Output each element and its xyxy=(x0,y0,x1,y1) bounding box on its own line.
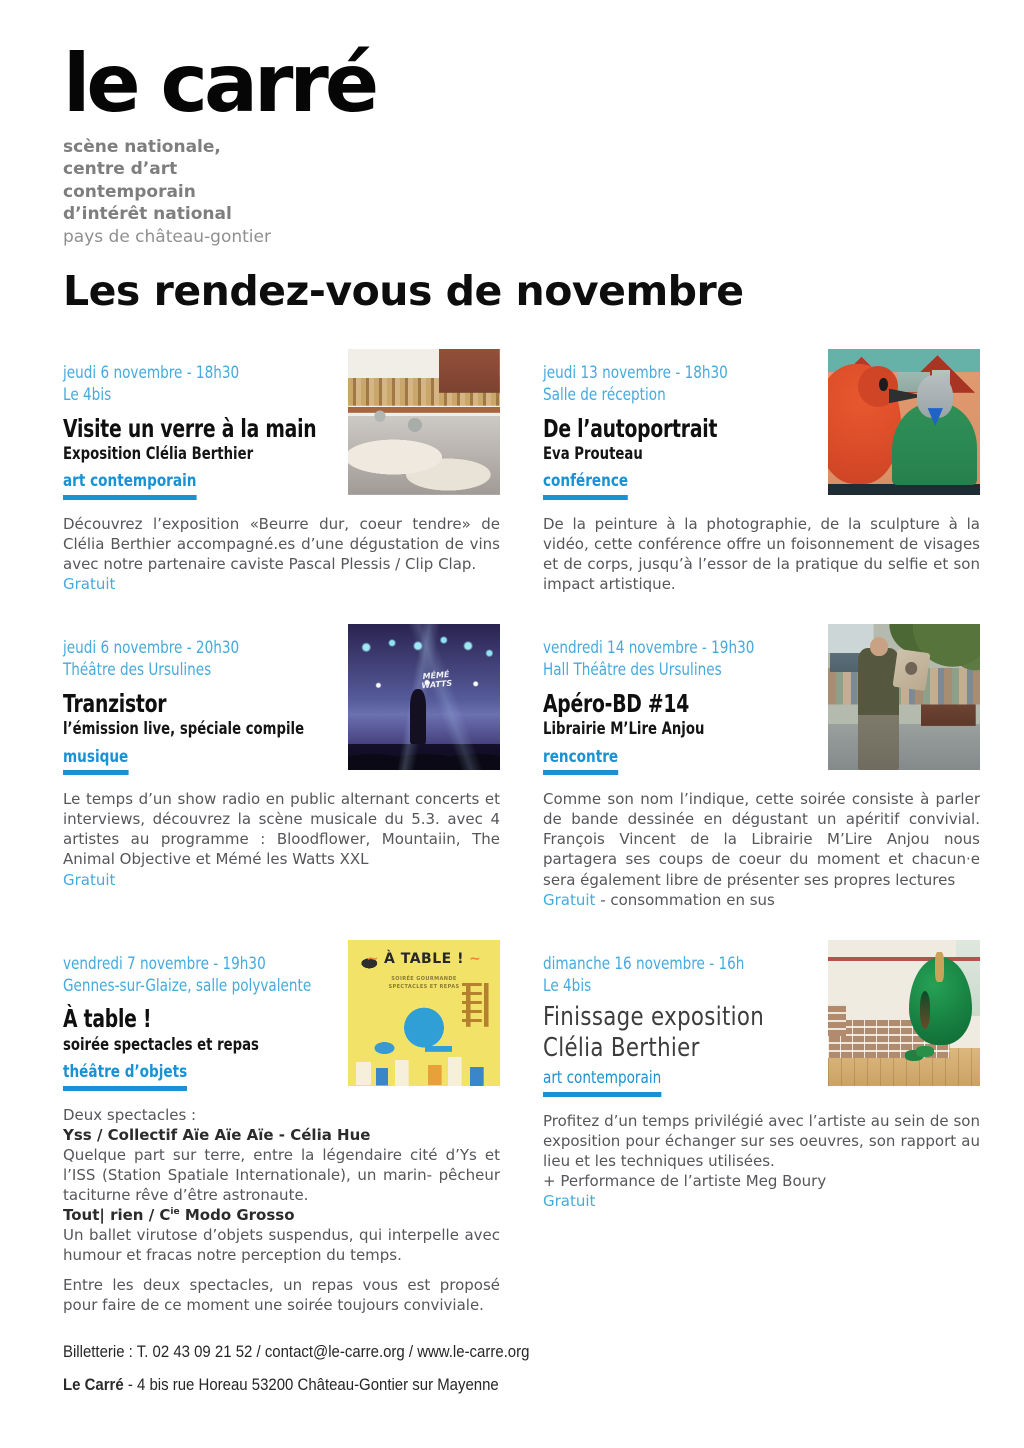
event-date: vendredi 14 novembre - 19h30 xyxy=(543,638,755,659)
event-subtitle: Eva Prouteau xyxy=(543,444,643,465)
event-photo-a-table-poster xyxy=(348,940,500,1086)
event-body xyxy=(63,789,500,889)
green-egg-sculpture xyxy=(909,957,973,1045)
event-photo-gallery xyxy=(828,940,980,1086)
closing-paragraph: Entre les deux spectacles, un repas vous est proposé pour faire de ce moment une soirée toujours conviviale. xyxy=(63,1276,500,1315)
event-venue: Hall Théâtre des Ursulines xyxy=(543,660,722,681)
show2-name-part: Tout| rien / C xyxy=(63,1206,171,1225)
show2-name xyxy=(63,1205,500,1225)
price-label: Gratuit xyxy=(63,575,116,594)
event-extra: + Performance de l’artiste Meg Boury xyxy=(543,1172,827,1191)
events-grid xyxy=(63,349,980,1315)
event-venue: Théâtre des Ursulines xyxy=(63,660,212,681)
org-line: d’intérêt national xyxy=(63,204,232,225)
event-header xyxy=(543,624,980,775)
event-date: jeudi 6 novembre - 18h30 xyxy=(63,363,240,384)
event-date: vendredi 7 novembre - 19h30 xyxy=(63,953,266,974)
event-subtitle: l’émission live, spéciale compile xyxy=(63,719,305,740)
page-title: Les rendez-vous de novembre xyxy=(63,267,744,316)
event-venue: Le 4bis xyxy=(543,975,592,996)
category-underline xyxy=(543,770,618,775)
event-venue: Le 4bis xyxy=(63,384,112,405)
event-subtitle: Exposition Clélia Berthier xyxy=(63,444,254,465)
event-date: jeudi 6 novembre - 20h30 xyxy=(63,638,240,659)
org-line: centre d’art xyxy=(63,159,178,180)
stage-banner-line: WATTS xyxy=(421,678,453,691)
footer-billetterie: Billetterie : T. 02 43 09 21 52 / contact@le-carre.org / www.le-carre.org xyxy=(63,1341,530,1361)
event-category-inner xyxy=(63,748,128,776)
price-suffix: - consommation en sus xyxy=(595,890,775,909)
event-description: Découvrez l’exposition «Beurre dur, coeur tendre» de Clélia Berthier accompagné.es d’une dégustation de vins avec notre partenaire caviste Pascal Plessis / Clip Clap. xyxy=(63,515,500,574)
green-shoes-shape xyxy=(916,1046,934,1056)
footer xyxy=(63,1342,980,1395)
event-category: rencontre xyxy=(543,746,619,767)
event-category-inner xyxy=(543,1069,661,1097)
stage-banner-line: MÉMÉ xyxy=(422,669,450,682)
event-category-inner xyxy=(543,748,618,776)
event-category-wrap xyxy=(63,471,289,500)
event-photo-painting xyxy=(828,349,980,495)
event-tranzistor xyxy=(63,624,500,909)
event-title-line2: Clélia Berthier xyxy=(543,1032,700,1063)
event-subtitle: soirée spectacles et repas xyxy=(63,1034,259,1055)
event-category: théâtre d’objets xyxy=(63,1062,188,1083)
show1-description: Quelque part sur terre, entre la légendaire cité d’Ys et l’ISS (Station Spatiale Internationale), un marin- pêcheur taciturne rêve d’être astronaute. xyxy=(63,1145,500,1204)
event-category-wrap xyxy=(543,1068,769,1097)
event-category: conférence xyxy=(543,471,629,492)
event-venue: Gennes-sur-Glaize, salle polyvalente xyxy=(63,975,312,996)
event-body xyxy=(63,1105,500,1316)
event-photo-exposition xyxy=(348,349,500,495)
event-date: jeudi 13 novembre - 18h30 xyxy=(543,363,728,384)
event-header xyxy=(543,349,980,500)
le-carre-logo: le carré xyxy=(63,37,376,130)
event-date: dimanche 16 novembre - 16h xyxy=(543,953,745,974)
show2-description: Un ballet virutose d’objets suspendus, qui interpelle avec humour et fracas notre perception du temps. xyxy=(63,1226,500,1265)
show2-name-sup: ie xyxy=(170,1207,180,1218)
event-category-inner xyxy=(63,472,196,500)
event-body xyxy=(543,514,980,594)
event-description: Comme son nom l’indique, cette soirée consiste à parler de bande dessinée en dégustant un apéritif convivial. François Vincent de la Librairie M’Lire Anjou nous partagera ses coups de coeur du moment et chacun·e sera également libre de présenter ses propres lectures xyxy=(543,790,980,889)
singer-silhouette xyxy=(410,689,425,744)
category-underline xyxy=(63,1086,187,1091)
event-title: De l’autoportrait xyxy=(543,413,718,443)
event-category-wrap xyxy=(543,471,769,500)
event-description: Le temps d’un show radio en public alternant concerts et interviews, découvrez la scène musicale du 5.3. avec 4 artistes au programme : Bloodflower, Mountaiin, The Animal Objective et Mémé les Watts XXL xyxy=(63,790,500,869)
event-header-text xyxy=(63,624,345,775)
poster-subtitle-line: SOIRÉE GOURMANDE xyxy=(391,975,457,982)
event-title-line1: Finissage exposition xyxy=(543,1002,765,1033)
shows-intro: Deux spectacles : xyxy=(63,1105,197,1124)
stage-banner-text xyxy=(420,670,452,691)
event-photo-aperitif xyxy=(828,624,980,770)
event-visite-un-verre xyxy=(63,349,500,594)
reader-figure-shape xyxy=(858,648,899,771)
event-header xyxy=(63,624,500,775)
event-header-text xyxy=(543,940,825,1097)
org-tagline: pays de château-gontier xyxy=(63,226,271,247)
event-category-inner xyxy=(543,472,628,500)
price-label: Gratuit xyxy=(543,1192,596,1211)
robin-bird-shape xyxy=(828,364,901,484)
event-category: art contemporain xyxy=(543,1068,662,1089)
event-subtitle: Librairie M’Lire Anjou xyxy=(543,719,705,740)
man-figure-shape xyxy=(892,403,977,485)
organization-description xyxy=(63,136,980,248)
event-header-text xyxy=(63,940,345,1091)
price-label: Gratuit xyxy=(543,890,596,909)
event-category-wrap xyxy=(63,747,289,776)
event-body xyxy=(63,514,500,594)
event-description: Profitez d’un temps privilégié avec l’artiste au sein de son exposition pour échanger sur ses oeuvres, son rapport au lieu et les techniques utilisées. xyxy=(543,1112,980,1171)
event-header-text xyxy=(543,624,825,775)
show2-name-part: Modo Grosso xyxy=(179,1206,295,1225)
org-line: scène nationale, xyxy=(63,137,221,157)
org-line: contemporain xyxy=(63,181,196,202)
price-label: Gratuit xyxy=(63,870,116,889)
event-title: Apéro-BD #14 xyxy=(543,688,690,718)
event-header xyxy=(63,940,500,1091)
event-title: Tranzistor xyxy=(63,688,167,718)
event-a-table xyxy=(63,940,500,1316)
event-apero-bd xyxy=(543,624,980,909)
show1-name: Yss / Collectif Aïe Aïe Aïe - Célia Hue xyxy=(63,1125,371,1144)
event-finissage xyxy=(543,940,980,1316)
event-category-wrap xyxy=(543,747,769,776)
event-photo-concert xyxy=(348,624,500,770)
event-category: musique xyxy=(63,746,129,767)
category-underline xyxy=(63,495,196,500)
footer-address: - 4 bis rue Horeau 53200 Château-Gontier sur Mayenne xyxy=(123,1374,499,1394)
category-underline xyxy=(543,495,628,500)
event-header xyxy=(63,349,500,500)
poster-title: ∼ À TABLE ! ∼ xyxy=(348,951,500,967)
poster-subtitle-line: SPECTACLES ET REPAS xyxy=(388,983,460,990)
event-description: De la peinture à la photographie, de la sculpture à la vidéo, cette conférence offre un foisonnement de visages et de corps, jusqu’à l’essor de la pratique du selfie et son impact artistique. xyxy=(543,515,980,594)
event-body xyxy=(543,789,980,910)
event-category-inner xyxy=(63,1063,187,1091)
event-header xyxy=(543,940,980,1097)
event-autoportrait xyxy=(543,349,980,594)
event-body xyxy=(543,1111,980,1211)
footer-venue-name: Le Carré xyxy=(63,1374,124,1394)
event-category-wrap xyxy=(63,1062,289,1091)
event-title: Visite un verre à la main xyxy=(63,413,317,443)
category-underline xyxy=(63,770,128,775)
category-underline xyxy=(543,1092,661,1097)
price-line xyxy=(543,890,980,910)
footer-address-line xyxy=(63,1375,870,1395)
event-venue: Salle de réception xyxy=(543,384,666,405)
event-header-text xyxy=(63,349,345,500)
poster-subtitle xyxy=(348,975,500,991)
comic-book-shape xyxy=(892,649,930,691)
event-category: art contemporain xyxy=(63,471,197,492)
event-title: À table ! xyxy=(63,1004,152,1034)
event-header-text xyxy=(543,349,825,500)
